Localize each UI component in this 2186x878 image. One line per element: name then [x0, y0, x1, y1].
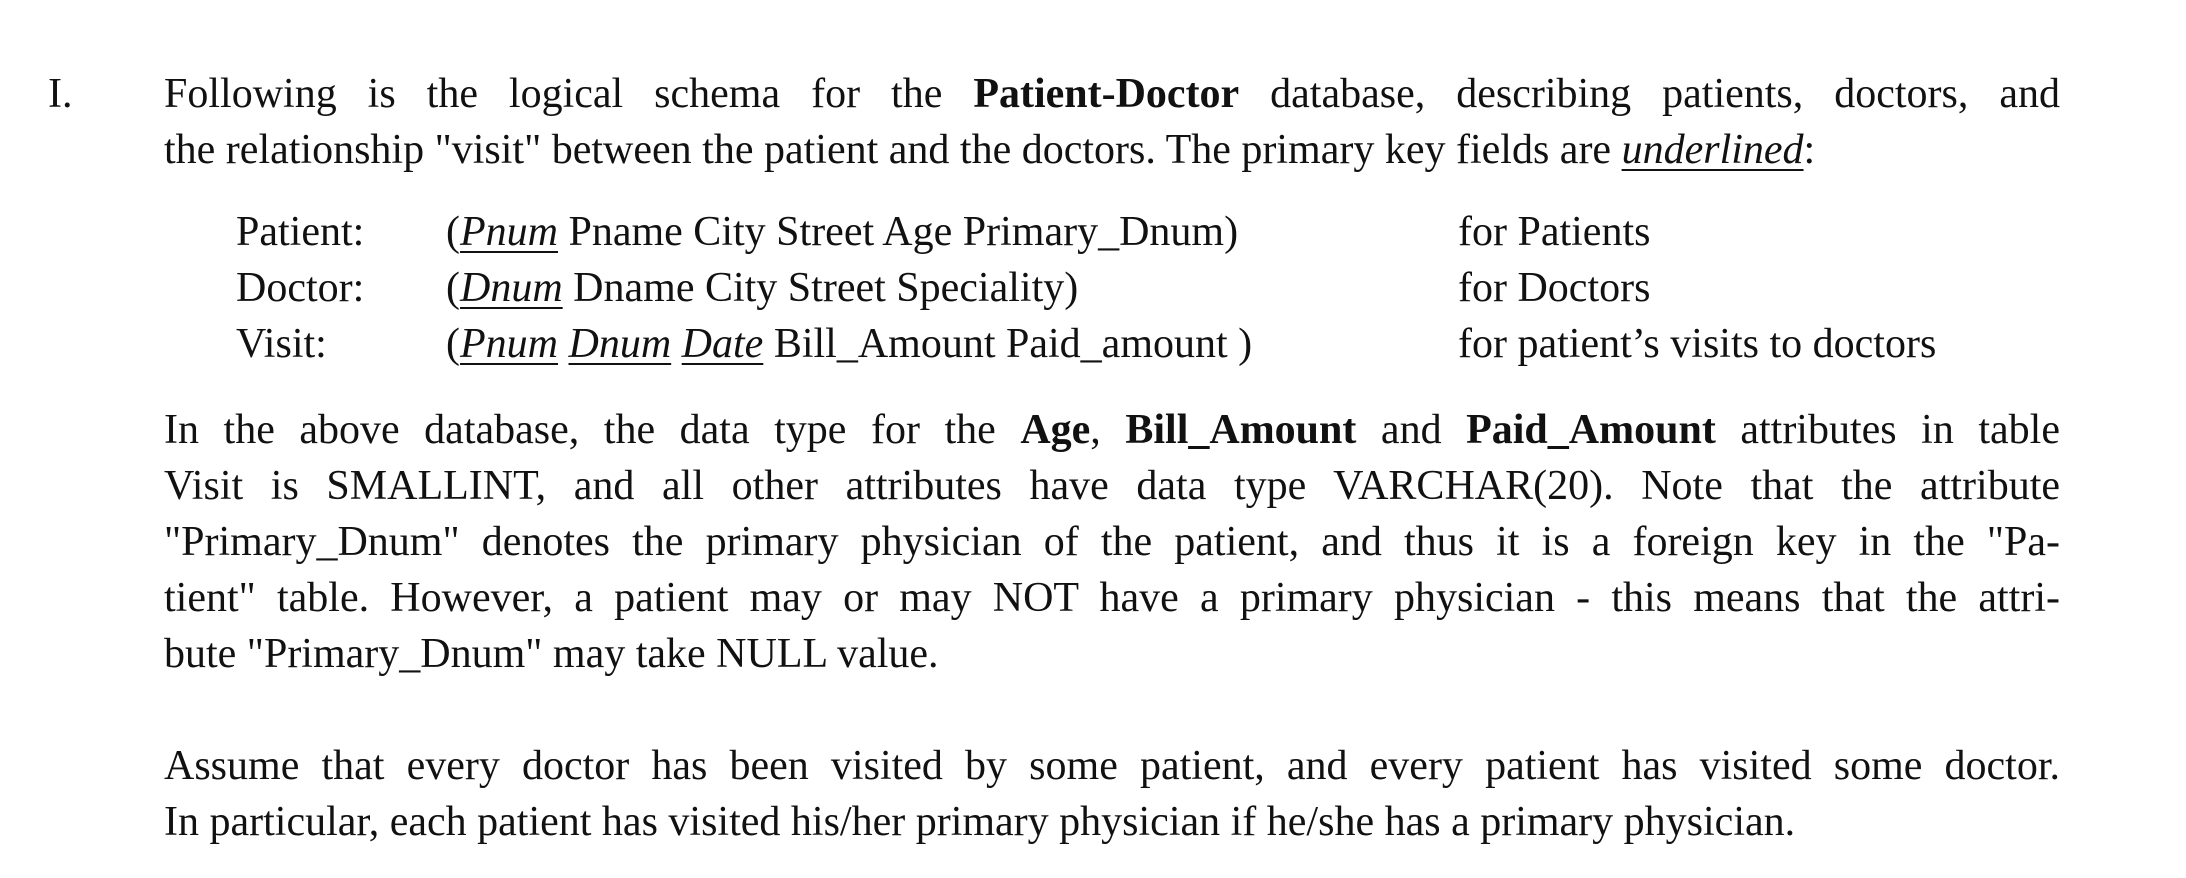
table-name: Visit: — [236, 321, 327, 367]
open-paren: ( — [446, 265, 460, 311]
table-name: Doctor: — [236, 265, 365, 311]
table-definition — [446, 260, 1078, 316]
underlined-word: underlined — [1621, 127, 1804, 173]
body-text: attributes in table — [1715, 407, 2060, 453]
table-name: Patient: — [236, 209, 365, 255]
open-paren: ( — [446, 209, 460, 255]
para2-line-3: "Primary_Dnum" denotes the primary physician of the patient, and thus it is a foreign key in the "Pa- — [164, 519, 2060, 565]
intro-line-1 — [164, 66, 2060, 122]
intro-text: database, describing patients, doctors, and — [1239, 71, 2060, 117]
section-number: I. — [48, 71, 73, 117]
attribute-name: Age — [1020, 407, 1091, 453]
primary-key-field: Dnum — [460, 265, 563, 311]
para2-line-4: tient" table. However, a patient may or may NOT have a primary physician - this means that the attri- — [164, 575, 2060, 621]
primary-key-field: Pnum — [460, 209, 558, 255]
primary-key-field: Pnum — [460, 321, 558, 367]
table-description: for Patients — [1458, 209, 1651, 255]
other-fields: Bill_Amount Paid_amount ) — [763, 321, 1253, 367]
open-paren: ( — [446, 321, 460, 367]
table-definition — [446, 204, 1238, 260]
table-definition — [446, 316, 1252, 372]
other-fields: Dname City Street Speciality) — [562, 265, 1079, 311]
para3-line-2: In particular, each patient has visited his/her primary physician if he/she has a primary physician. — [164, 799, 1796, 845]
intro-text: : — [1803, 127, 1816, 173]
para2-line-5: bute "Primary_Dnum" may take NULL value. — [164, 631, 939, 677]
primary-key-field: Dnum — [568, 321, 672, 367]
intro-text: the relationship "visit" between the patient and the doctors. The primary key fields are — [164, 127, 1622, 173]
body-text: , — [1090, 407, 1126, 453]
intro-text: Following is the logical schema for the — [164, 71, 974, 117]
para2-line-1 — [164, 402, 2060, 458]
intro-line-2 — [164, 122, 1815, 178]
attribute-name: Paid_Amount — [1466, 407, 1716, 453]
attribute-name: Bill_Amount — [1125, 407, 1357, 453]
body-text: and — [1356, 407, 1467, 453]
other-fields: Pname City Street Age Primary_Dnum) — [558, 209, 1239, 255]
body-text: In the above database, the data type for the — [164, 407, 1021, 453]
para3-line-1: Assume that every doctor has been visited by some patient, and every patient has visited some doctor. — [164, 743, 2060, 789]
para2-line-2: Visit is SMALLINT, and all other attributes have data type VARCHAR(20). Note that the attribute — [164, 463, 2060, 509]
database-name: Patient-Doctor — [973, 71, 1240, 117]
primary-key-field: Date — [681, 321, 764, 367]
table-description: for Doctors — [1458, 265, 1651, 311]
table-description: for patient’s visits to doctors — [1458, 321, 1937, 367]
